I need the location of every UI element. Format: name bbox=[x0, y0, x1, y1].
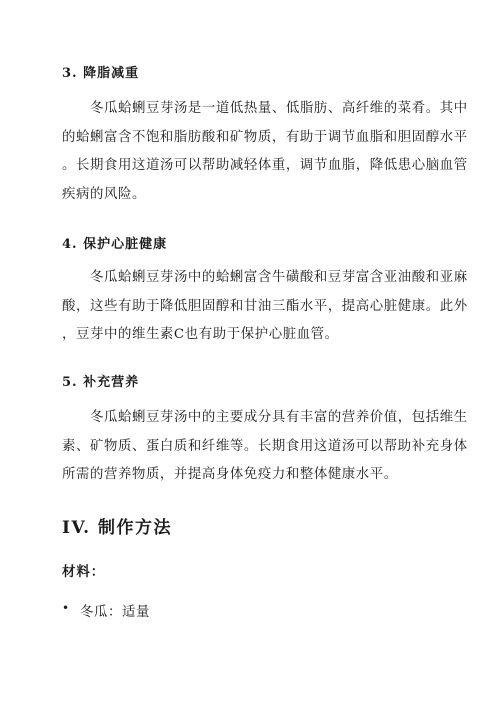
list-item bbox=[62, 601, 150, 620]
paragraph-line: 冬瓜蛤蜊豆芽汤中的蛤蜊富含牛磺酸和豆芽富含亚油酸和亚麻 bbox=[90, 270, 468, 285]
materials-list bbox=[62, 601, 150, 620]
section-paragraph-4 bbox=[62, 264, 468, 350]
section-heading-3: 3. 降脂减重 bbox=[62, 66, 140, 81]
paragraph-line: 疾病的风险。 bbox=[62, 186, 146, 202]
paragraph-line: ，豆芽中的维生素C也有助于保护心脏血管。 bbox=[62, 327, 339, 342]
section-paragraph-3 bbox=[62, 95, 468, 209]
section-heading-5: 5. 补充营养 bbox=[62, 375, 140, 390]
materials-label: 材料： bbox=[62, 564, 106, 580]
section-heading-4: 4. 保护心脏健康 bbox=[62, 237, 168, 252]
paragraph-line: 素、矿物质、蛋白质和纤维等。长期食用这道汤可以帮助补充身体 bbox=[62, 438, 468, 454]
list-item-label: 冬瓜：适量 bbox=[80, 605, 150, 620]
bullet-icon: • bbox=[62, 601, 70, 615]
method-heading: IV. 制作方法 bbox=[62, 518, 173, 538]
paragraph-line: 所需的营养物质，并提高身体免疫力和整体健康水平。 bbox=[62, 467, 398, 482]
paragraph-line: 酸，这些有助于降低胆固醇和甘油三酯水平，提高心脏健康。此外 bbox=[62, 298, 468, 314]
paragraph-line: 冬瓜蛤蜊豆芽汤是一道低热量、低脂肪、高纤维的菜肴。其中 bbox=[90, 101, 468, 116]
section-paragraph-5 bbox=[62, 404, 468, 490]
paragraph-line: 冬瓜蛤蜊豆芽汤中的主要成分具有丰富的营养价值，包括维生 bbox=[90, 410, 468, 425]
paragraph-line: 。长期食用这道汤可以帮助减轻体重，调节血脂，降低患心脑血管 bbox=[62, 158, 468, 173]
paragraph-line: 的蛤蜊富含不饱和脂肪酸和矿物质，有助于调节血脂和胆固醇水平 bbox=[62, 129, 468, 145]
